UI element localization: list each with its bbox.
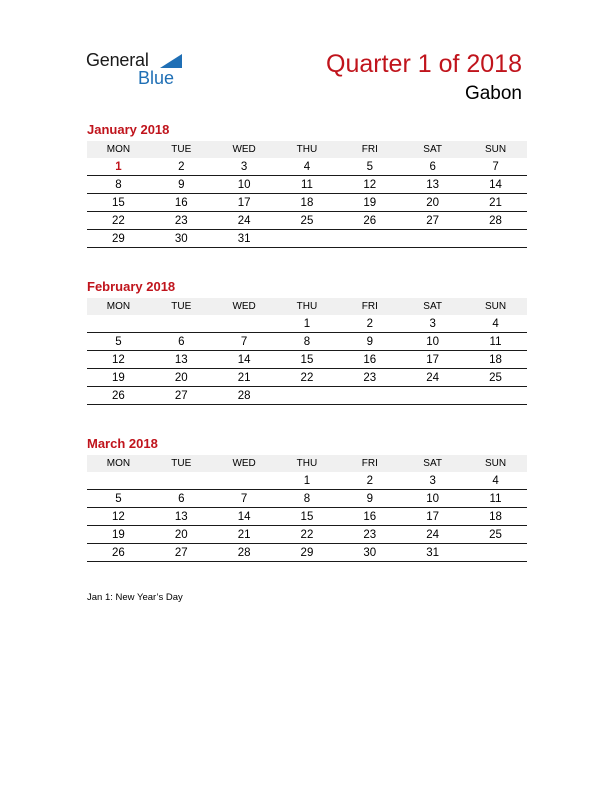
day-cell [338, 387, 401, 405]
day-cell: 15 [276, 508, 339, 526]
day-cell: 31 [401, 544, 464, 562]
day-cell: 9 [338, 490, 401, 508]
day-cell: 16 [338, 508, 401, 526]
day-cell: 10 [401, 333, 464, 351]
day-cell [150, 472, 213, 490]
day-cell: 26 [87, 387, 150, 405]
day-cell: 24 [401, 369, 464, 387]
weekday-header: WED [213, 141, 276, 158]
weekday-header: WED [213, 455, 276, 472]
day-cell: 2 [338, 472, 401, 490]
week-row [87, 369, 527, 387]
day-cell: 20 [150, 369, 213, 387]
day-cell [276, 387, 339, 405]
day-cell: 17 [401, 351, 464, 369]
weekday-header: THU [276, 455, 339, 472]
day-cell [276, 230, 339, 248]
day-cell: 2 [150, 158, 213, 176]
week-row [87, 176, 527, 194]
day-cell [401, 387, 464, 405]
day-cell [464, 544, 527, 562]
day-cell: 25 [464, 369, 527, 387]
day-cell: 14 [213, 508, 276, 526]
month-grid [87, 141, 527, 248]
week-row [87, 194, 527, 212]
month-block [87, 122, 527, 248]
day-cell: 11 [276, 176, 339, 194]
day-cell: 23 [338, 526, 401, 544]
day-cell: 13 [401, 176, 464, 194]
day-cell: 3 [401, 315, 464, 333]
weekday-header: SUN [464, 298, 527, 315]
day-cell: 30 [150, 230, 213, 248]
week-row [87, 508, 527, 526]
day-cell: 13 [150, 351, 213, 369]
day-cell: 31 [213, 230, 276, 248]
day-cell: 15 [276, 351, 339, 369]
day-cell: 5 [338, 158, 401, 176]
day-cell: 23 [150, 212, 213, 230]
day-cell: 26 [338, 212, 401, 230]
day-cell: 28 [213, 387, 276, 405]
month-title: January 2018 [87, 122, 170, 137]
day-cell: 9 [338, 333, 401, 351]
day-cell: 20 [150, 526, 213, 544]
day-cell: 21 [213, 526, 276, 544]
weekday-header: TUE [150, 141, 213, 158]
weekday-header: FRI [338, 455, 401, 472]
weekday-header: MON [87, 298, 150, 315]
holiday-note: Jan 1: New Year’s Day [87, 592, 183, 603]
day-cell [87, 472, 150, 490]
day-cell: 10 [213, 176, 276, 194]
day-cell: 6 [401, 158, 464, 176]
day-cell: 14 [213, 351, 276, 369]
day-cell [464, 387, 527, 405]
day-cell: 29 [276, 544, 339, 562]
day-cell: 9 [150, 176, 213, 194]
day-cell: 7 [213, 490, 276, 508]
day-cell: 11 [464, 333, 527, 351]
day-cell: 26 [87, 544, 150, 562]
day-cell: 14 [464, 176, 527, 194]
weekday-header: SUN [464, 141, 527, 158]
day-cell: 18 [464, 351, 527, 369]
logo-general-text: General [86, 50, 149, 70]
month-block [87, 279, 527, 405]
logo [86, 50, 196, 90]
day-cell: 27 [150, 387, 213, 405]
day-cell [213, 315, 276, 333]
day-cell: 11 [464, 490, 527, 508]
holiday-notes [87, 592, 183, 603]
day-cell: 29 [87, 230, 150, 248]
day-cell: 23 [338, 369, 401, 387]
day-cell: 17 [213, 194, 276, 212]
day-cell: 5 [87, 490, 150, 508]
day-cell: 21 [464, 194, 527, 212]
day-cell: 12 [87, 508, 150, 526]
day-cell: 27 [150, 544, 213, 562]
day-cell: 1 [87, 158, 150, 176]
day-cell [87, 315, 150, 333]
day-cell: 8 [276, 333, 339, 351]
weekday-header: SAT [401, 298, 464, 315]
country-name: Gabon [464, 83, 522, 104]
month-title: March 2018 [87, 436, 158, 451]
day-cell: 24 [213, 212, 276, 230]
day-cell: 4 [276, 158, 339, 176]
day-cell: 25 [276, 212, 339, 230]
month-grid [87, 455, 527, 562]
day-cell: 22 [276, 369, 339, 387]
weekday-header: TUE [150, 455, 213, 472]
weekday-header: THU [276, 141, 339, 158]
day-cell: 16 [338, 351, 401, 369]
week-row [87, 315, 527, 333]
day-cell: 19 [87, 526, 150, 544]
day-cell: 3 [213, 158, 276, 176]
weekday-header: WED [213, 298, 276, 315]
page-title: Quarter 1 of 2018 [326, 50, 522, 78]
week-row [87, 387, 527, 405]
weekday-header: FRI [338, 298, 401, 315]
weekday-header: FRI [338, 141, 401, 158]
weekday-header: SAT [401, 455, 464, 472]
day-cell: 18 [276, 194, 339, 212]
day-cell: 10 [401, 490, 464, 508]
weekday-header: MON [87, 141, 150, 158]
day-cell: 6 [150, 490, 213, 508]
day-cell [213, 472, 276, 490]
day-cell: 16 [150, 194, 213, 212]
day-cell: 5 [87, 333, 150, 351]
month-block [87, 436, 527, 562]
day-cell: 2 [338, 315, 401, 333]
day-cell: 28 [213, 544, 276, 562]
day-cell [338, 230, 401, 248]
day-cell: 13 [150, 508, 213, 526]
day-cell: 25 [464, 526, 527, 544]
day-cell: 4 [464, 472, 527, 490]
weekday-header: SAT [401, 141, 464, 158]
week-row [87, 212, 527, 230]
week-row [87, 333, 527, 351]
day-cell: 1 [276, 315, 339, 333]
weekday-header: TUE [150, 298, 213, 315]
day-cell: 6 [150, 333, 213, 351]
day-cell: 19 [87, 369, 150, 387]
day-cell: 12 [338, 176, 401, 194]
weekday-header: THU [276, 298, 339, 315]
day-cell: 7 [464, 158, 527, 176]
day-cell [401, 230, 464, 248]
day-cell: 24 [401, 526, 464, 544]
weekday-header: SUN [464, 455, 527, 472]
day-cell: 22 [276, 526, 339, 544]
day-cell: 21 [213, 369, 276, 387]
week-row [87, 158, 527, 176]
day-cell: 15 [87, 194, 150, 212]
month-grid [87, 298, 527, 405]
month-title: February 2018 [87, 279, 176, 294]
logo-blue-text: Blue [138, 68, 175, 88]
day-cell: 27 [401, 212, 464, 230]
day-cell: 8 [87, 176, 150, 194]
day-cell: 19 [338, 194, 401, 212]
day-cell: 30 [338, 544, 401, 562]
week-row [87, 526, 527, 544]
day-cell: 8 [276, 490, 339, 508]
day-cell: 3 [401, 472, 464, 490]
day-cell: 18 [464, 508, 527, 526]
logo-flag-icon [160, 54, 182, 68]
week-row [87, 544, 527, 562]
day-cell: 20 [401, 194, 464, 212]
week-row [87, 472, 527, 490]
day-cell: 12 [87, 351, 150, 369]
week-row [87, 230, 527, 248]
day-cell: 17 [401, 508, 464, 526]
week-row [87, 490, 527, 508]
day-cell: 1 [276, 472, 339, 490]
day-cell: 7 [213, 333, 276, 351]
day-cell [150, 315, 213, 333]
day-cell: 28 [464, 212, 527, 230]
day-cell [464, 230, 527, 248]
day-cell: 22 [87, 212, 150, 230]
day-cell: 4 [464, 315, 527, 333]
week-row [87, 351, 527, 369]
weekday-header: MON [87, 455, 150, 472]
